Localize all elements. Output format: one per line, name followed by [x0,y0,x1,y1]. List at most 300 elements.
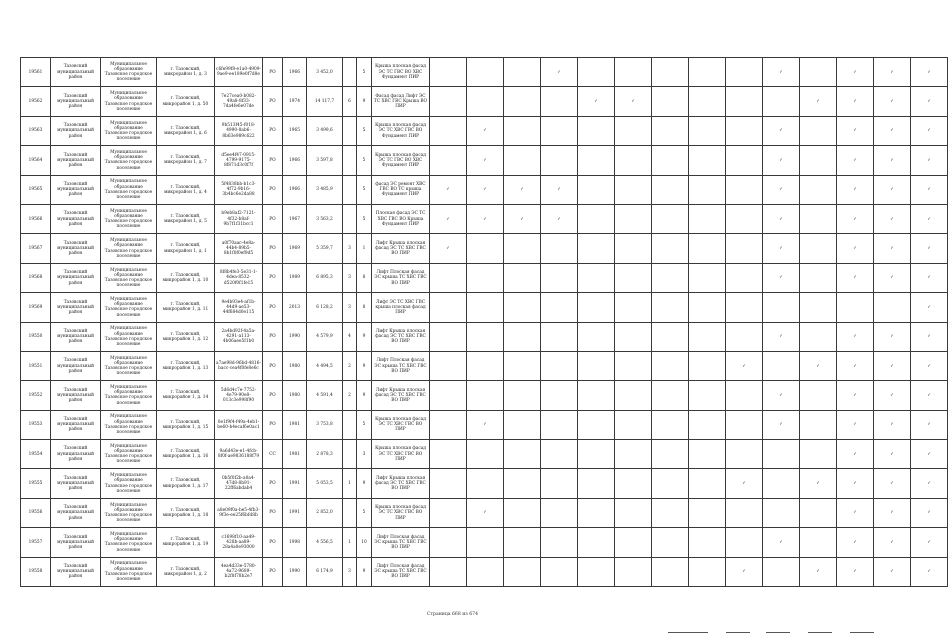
check-mark-icon: ✓ [911,146,948,175]
district-cell: Тазовский муниципальный район [51,116,101,145]
year-cell: 1966 [283,175,307,204]
empty-cell [615,116,652,145]
empty-cell [689,87,726,116]
empty-cell [467,557,504,586]
check-mark-icon: ✓ [911,116,948,145]
works-cell: Лифт Плоская фасад ЭС крыша ТС ХВС ГВС ВО ПИР [372,528,430,557]
check-mark-icon: ✓ [837,322,874,351]
year-cell: 1981 [283,410,307,439]
empty-cell [504,381,541,410]
entrances-cell: 10 [357,528,372,557]
works-cell: Крыша плоская фасад ЭС ТС ХВС ГВС ВО ПИР [372,498,430,527]
entrances-cell: 1 [357,234,372,263]
empty-cell [837,293,874,322]
check-mark-icon: ✓ [430,234,467,263]
entrances-cell: 9 [357,351,372,380]
district-cell: Тазовский муниципальный район [51,351,101,380]
guid-cell: 9b513f45-f018-4990-8ab6-8b63e989c622 [215,116,263,145]
empty-cell [504,440,541,469]
floors-cell: 6 [343,87,357,116]
empty-cell [726,410,763,439]
year-cell: 1966 [283,146,307,175]
area-cell: 5 359,7 [307,234,343,263]
municipality-cell: Муниципальное образование Тазовское городское поселение [101,498,157,527]
empty-cell [467,469,504,498]
empty-cell [800,440,837,469]
table-row [21,58,948,87]
table-row [21,116,948,145]
year-cell: 1980 [283,381,307,410]
check-mark-icon: ✓ [837,116,874,145]
empty-cell [726,116,763,145]
entrances-cell: 9 [357,381,372,410]
empty-cell [467,58,504,87]
address-cell: г. Тазовский, микрорайон 1, д. 17 [157,469,215,498]
check-mark-icon: ✓ [541,175,578,204]
table-row [21,498,948,527]
empty-cell [504,87,541,116]
empty-cell [652,322,689,351]
empty-cell [689,557,726,586]
empty-cell [430,410,467,439]
works-cell: Лифт Крыша плоская фасад ЭС ТС ХВС ГВС ВО ПИР [372,234,430,263]
check-mark-icon: ✓ [726,351,763,380]
district-cell: Тазовский муниципальный район [51,204,101,233]
empty-cell [800,322,837,351]
type-cell: PO [263,498,283,527]
empty-cell [652,410,689,439]
entrances-cell: 3 [357,440,372,469]
table-row [21,293,948,322]
empty-cell [652,87,689,116]
empty-cell [689,234,726,263]
district-cell: Тазовский муниципальный район [51,469,101,498]
empty-cell [541,498,578,527]
bottom-rule [726,632,750,633]
guid-cell: 9e4b93e4-af1b-44d9-ae53-44f684d0e115 [215,293,263,322]
table-row [21,234,948,263]
empty-cell [615,440,652,469]
area-cell: 6 174,9 [307,557,343,586]
check-mark-icon: ✓ [763,263,800,292]
works-cell: Лифт Крыша плоская фасад ЭС ТС ХВС ГВС ВО ПИР [372,322,430,351]
bottom-rule [808,632,832,633]
empty-cell [689,440,726,469]
entrances-cell: 5 [357,498,372,527]
address-cell: г. Тазовский, микрорайон 1, д. 4 [157,175,215,204]
year-cell: 1980 [283,351,307,380]
empty-cell [689,293,726,322]
check-mark-icon: ✓ [504,175,541,204]
check-mark-icon: ✓ [874,351,911,380]
guid-cell: 2a4bd92f-4a5a-4291-a113-4b06aee5f1b0 [215,322,263,351]
empty-cell [726,204,763,233]
empty-cell [504,263,541,292]
check-mark-icon: ✓ [874,410,911,439]
check-mark-icon: ✓ [837,498,874,527]
address-cell: г. Тазовский, микрорайон 1, д. 5 [157,204,215,233]
check-mark-icon: ✓ [911,58,948,87]
empty-cell [615,498,652,527]
check-mark-icon: ✓ [837,58,874,87]
empty-cell [467,440,504,469]
check-mark-icon: ✓ [874,204,911,233]
empty-cell [726,293,763,322]
check-mark-icon: ✓ [578,87,615,116]
area-cell: 4 579,9 [307,322,343,351]
check-mark-icon: ✓ [800,469,837,498]
works-cell: Лифт Плоская фасад ЭС крыша ТС ХВС ГВС ВО ПИР [372,351,430,380]
empty-cell [541,440,578,469]
type-cell: PO [263,381,283,410]
check-mark-icon: ✓ [763,410,800,439]
address-cell: г. Тазовский, микрорайон 1, д. 19 [157,528,215,557]
empty-cell [615,381,652,410]
check-mark-icon: ✓ [800,87,837,116]
table-row [21,469,948,498]
empty-cell [504,293,541,322]
check-mark-icon: ✓ [430,204,467,233]
year-cell: 1967 [283,204,307,233]
empty-cell [504,410,541,439]
empty-cell [726,263,763,292]
empty-cell [800,234,837,263]
entrances-cell: 5 [357,410,372,439]
type-cell: PO [263,263,283,292]
check-mark-icon: ✓ [837,146,874,175]
type-cell: PO [263,175,283,204]
municipality-cell: Муниципальное образование Тазовское городское поселение [101,322,157,351]
check-mark-icon: ✓ [763,58,800,87]
guid-cell: d5ee4f47-0915-4799-9175-8f871d3c0f7f [215,146,263,175]
empty-cell [504,469,541,498]
check-mark-icon: ✓ [874,146,911,175]
type-cell: CC [263,440,283,469]
check-mark-icon: ✓ [467,146,504,175]
table-row [21,204,948,233]
empty-cell [726,175,763,204]
floors-cell [343,58,357,87]
address-cell: г. Тазовский, микрорайон 1, д. 3 [157,58,215,87]
check-mark-icon: ✓ [837,87,874,116]
municipality-cell: Муниципальное образование Тазовское городское поселение [101,293,157,322]
check-mark-icon: ✓ [837,440,874,469]
empty-cell [578,440,615,469]
type-cell: PO [263,58,283,87]
district-cell: Тазовский муниципальный район [51,175,101,204]
municipality-cell: Муниципальное образование Тазовское городское поселение [101,58,157,87]
empty-cell [467,87,504,116]
check-mark-icon: ✓ [874,234,911,263]
district-cell: Тазовский муниципальный район [51,528,101,557]
address-cell: г. Тазовский, микрорайон 1, д. 15 [157,410,215,439]
empty-cell [726,498,763,527]
empty-cell [578,351,615,380]
area-cell: 4 591,4 [307,381,343,410]
works-cell: Крыша плоская фасад ЭС ТС ГВС ВО ХВС Фундамент ПИР [372,58,430,87]
row-id: 19569 [21,293,51,322]
works-cell: Лифт Крыша плоская фасад ЭС ТС ХВС ГВС ВО ПИР [372,381,430,410]
empty-cell [430,146,467,175]
check-mark-icon: ✓ [763,234,800,263]
check-mark-icon: ✓ [430,175,467,204]
empty-cell [430,440,467,469]
check-mark-icon: ✓ [541,58,578,87]
row-id: 19557 [21,528,51,557]
empty-cell [541,146,578,175]
empty-cell [467,234,504,263]
area-cell: 3 485,9 [307,175,343,204]
empty-cell [430,116,467,145]
check-mark-icon: ✓ [837,204,874,233]
municipality-cell: Муниципальное образование Тазовское городское поселение [101,263,157,292]
municipality-cell: Муниципальное образование Тазовское городское поселение [101,87,157,116]
empty-cell [467,528,504,557]
empty-cell [430,263,467,292]
guid-cell: c6fe99f8-e1a0-4909-9ae9-ee189e0f7d8e [215,58,263,87]
empty-cell [689,204,726,233]
row-id: 19552 [21,381,51,410]
empty-cell [800,116,837,145]
empty-cell [763,351,800,380]
check-mark-icon: ✓ [911,469,948,498]
check-mark-icon: ✓ [874,498,911,527]
type-cell: PO [263,234,283,263]
empty-cell [763,469,800,498]
empty-cell [541,557,578,586]
check-mark-icon: ✓ [911,381,948,410]
floors-cell: 4 [343,322,357,351]
check-mark-icon: ✓ [911,410,948,439]
empty-cell [541,87,578,116]
municipality-cell: Муниципальное образование Тазовское городское поселение [101,175,157,204]
empty-cell [541,116,578,145]
check-mark-icon: ✓ [763,528,800,557]
area-cell: 3 563,2 [307,204,343,233]
address-cell: г. Тазовский, микрорайон 1, д. 14 [157,381,215,410]
address-cell: г. Тазовский, микрорайон 1, д. 13 [157,351,215,380]
row-id: 19550 [21,322,51,351]
empty-cell [541,263,578,292]
check-mark-icon: ✓ [837,557,874,586]
type-cell: PO [263,557,283,586]
empty-cell [467,322,504,351]
type-cell: PO [263,204,283,233]
row-id: 19563 [21,116,51,145]
empty-cell [578,146,615,175]
floors-cell: 3 [343,293,357,322]
works-cell: Крыша плоская фасад ЭС ТС ХВС ГВС ВО ПИР [372,410,430,439]
table-row [21,410,948,439]
empty-cell [504,234,541,263]
empty-cell [652,293,689,322]
area-cell: 5 053,5 [307,469,343,498]
year-cell: 1969 [283,234,307,263]
check-mark-icon: ✓ [800,557,837,586]
empty-cell [541,410,578,439]
area-cell: 3 499,6 [307,116,343,145]
check-mark-icon: ✓ [874,381,911,410]
empty-cell [800,293,837,322]
page-number: Страница 668 из 674 [426,612,479,617]
empty-cell [578,175,615,204]
row-id: 19564 [21,146,51,175]
empty-cell [652,234,689,263]
guid-cell: a0f70aac-4e8a-44b4-89b5-8b1f0f0ef9d5 [215,234,263,263]
entrances-cell: 9 [357,322,372,351]
empty-cell [504,351,541,380]
check-mark-icon: ✓ [615,87,652,116]
table-row [21,381,948,410]
table-row [21,528,948,557]
guid-cell: 7e27cea0-b082-49a8-8f33-7da4fe6e07de [215,87,263,116]
empty-cell [652,557,689,586]
empty-cell [578,322,615,351]
row-id: 19551 [21,351,51,380]
check-mark-icon: ✓ [726,557,763,586]
check-mark-icon: ✓ [837,469,874,498]
empty-cell [615,234,652,263]
type-cell: PO [263,351,283,380]
district-cell: Тазовский муниципальный район [51,263,101,292]
municipality-cell: Муниципальное образование Тазовское городское поселение [101,440,157,469]
floors-cell: 2 [343,381,357,410]
empty-cell [763,87,800,116]
empty-cell [800,204,837,233]
empty-cell [615,528,652,557]
type-cell: PO [263,410,283,439]
check-mark-icon: ✓ [874,440,911,469]
municipality-cell: Муниципальное образование Тазовское городское поселение [101,204,157,233]
empty-cell [800,410,837,439]
address-cell: г. Тазовский, микрорайон 1, д. 12 [157,322,215,351]
address-cell: г. Тазовский, микрорайон 1, д. 16 [157,440,215,469]
check-mark-icon: ✓ [467,410,504,439]
empty-cell [652,58,689,87]
empty-cell [578,469,615,498]
empty-cell [689,322,726,351]
row-id: 19568 [21,263,51,292]
empty-cell [689,498,726,527]
row-id: 19558 [21,557,51,586]
municipality-cell: Муниципальное образование Тазовское городское поселение [101,528,157,557]
entrances-cell: 5 [357,175,372,204]
district-cell: Тазовский муниципальный район [51,410,101,439]
table-row [21,87,948,116]
empty-cell [578,234,615,263]
check-mark-icon: ✓ [911,263,948,292]
type-cell: PO [263,322,283,351]
row-id: 19565 [21,175,51,204]
row-id: 19556 [21,498,51,527]
empty-cell [874,293,911,322]
empty-cell [652,116,689,145]
year-cell: 1989 [283,263,307,292]
empty-cell [615,146,652,175]
empty-cell [504,116,541,145]
address-cell: г. Тазовский, микрорайон 1, д. 1 [157,234,215,263]
empty-cell [430,58,467,87]
housing-register-table [20,57,948,587]
floors-cell [343,440,357,469]
check-mark-icon: ✓ [763,116,800,145]
empty-cell [763,293,800,322]
floors-cell: 3 [343,557,357,586]
check-mark-icon: ✓ [467,116,504,145]
empty-cell [652,263,689,292]
check-mark-icon: ✓ [911,234,948,263]
check-mark-icon: ✓ [911,204,948,233]
empty-cell [578,116,615,145]
entrances-cell: 9 [357,557,372,586]
year-cell: 1990 [283,322,307,351]
works-cell: фасад ЭС ремонт ХВС ГВС ВО ТС крыша Фундамент ПИР [372,175,430,204]
empty-cell [800,58,837,87]
empty-cell [652,146,689,175]
empty-cell [578,528,615,557]
entrances-cell: 8 [357,263,372,292]
check-mark-icon: ✓ [874,557,911,586]
bottom-rule [668,632,708,633]
address-cell: г. Тазовский, микрорайон 1, д. 11 [157,293,215,322]
guid-cell: 0b5f0f2b-a0a4-47d8-8b91-22ff6abdab4 [215,469,263,498]
address-cell: г. Тазовский, микрорайон 1, д. 50 [157,87,215,116]
empty-cell [689,58,726,87]
empty-cell [430,557,467,586]
empty-cell [430,381,467,410]
guid-cell: 5f4838bb-b1c3-4f72-9b16-3b4bc6e2da88 [215,175,263,204]
municipality-cell: Муниципальное образование Тазовское городское поселение [101,116,157,145]
empty-cell [615,58,652,87]
empty-cell [541,351,578,380]
address-cell: г. Тазовский, микрорайон 1, д. 18 [157,498,215,527]
empty-cell [615,263,652,292]
check-mark-icon: ✓ [763,146,800,175]
area-cell: 14 117,7 [307,87,343,116]
empty-cell [652,351,689,380]
bottom-rule [850,632,874,633]
check-mark-icon: ✓ [763,204,800,233]
municipality-cell: Муниципальное образование Тазовское городское поселение [101,234,157,263]
empty-cell [467,351,504,380]
works-cell: Лифт Плоская фасад ЭС крыша ТС ХВС ГВС ВО ПИР [372,263,430,292]
row-id: 19553 [21,410,51,439]
check-mark-icon: ✓ [911,322,948,351]
empty-cell [504,58,541,87]
empty-cell [578,498,615,527]
empty-cell [615,469,652,498]
works-cell: Крыша плоская фасад ЭС ТС ГВС ВО ХВС Фундамент ПИР [372,146,430,175]
area-cell: 2 852,0 [307,498,343,527]
table-row [21,322,948,351]
empty-cell [652,440,689,469]
guid-cell: 0e1f9f4-f49a-4eb1-be60-b4ecaf6e0ac1 [215,410,263,439]
floors-cell [343,146,357,175]
check-mark-icon: ✓ [911,498,948,527]
empty-cell [578,204,615,233]
guid-cell: 4ea4d33e-5780-4a72-9689-b2f8f78b2e7 [215,557,263,586]
floors-cell: 1 [343,528,357,557]
floors-cell [343,410,357,439]
guid-cell: 9a6d43e-e1-4fcb-8f0f-ae9836188f79 [215,440,263,469]
empty-cell [689,528,726,557]
district-cell: Тазовский муниципальный район [51,557,101,586]
empty-cell [763,498,800,527]
check-mark-icon: ✓ [911,440,948,469]
empty-cell [689,410,726,439]
year-cell: 1998 [283,528,307,557]
floors-cell: 3 [343,234,357,263]
